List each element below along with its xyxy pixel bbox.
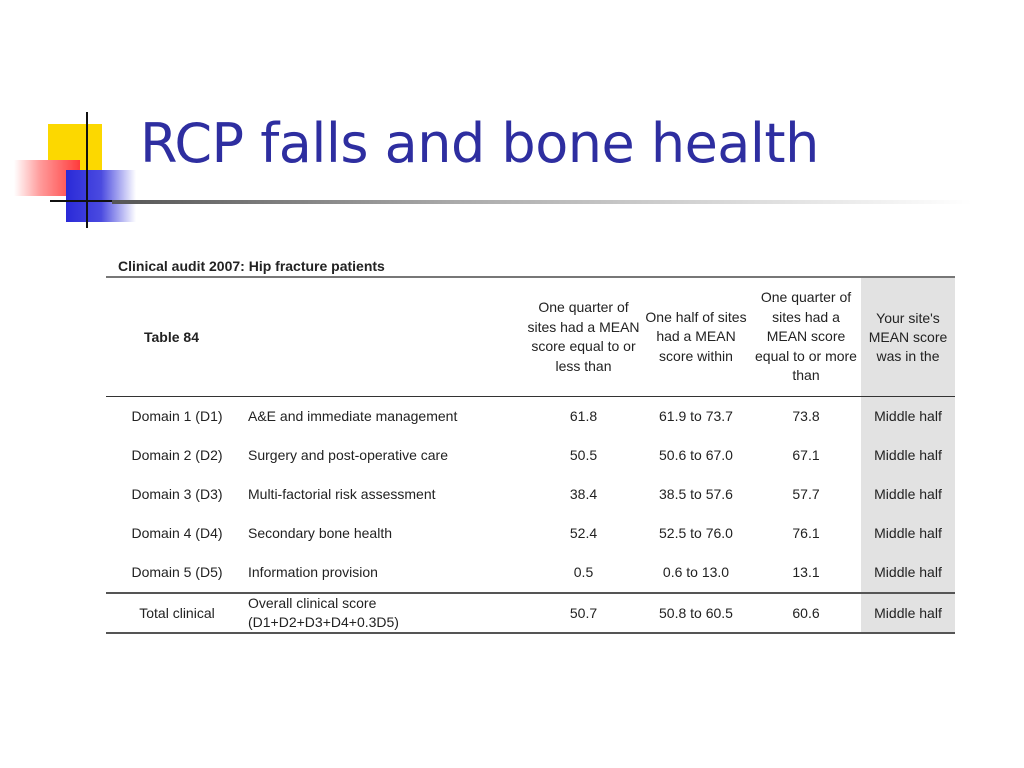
row-domain: Domain 2 (D2) — [131, 447, 223, 463]
row-site-result: Middle half — [861, 475, 955, 514]
decoration-blue-bar — [66, 170, 136, 222]
row-lower-quarter: 61.8 — [569, 408, 598, 424]
row-domain: Domain 1 (D1) — [131, 408, 223, 424]
row-middle-half: 0.6 to 13.0 — [662, 564, 730, 580]
audit-table — [106, 276, 955, 634]
table-row — [106, 514, 955, 553]
slide-title: RCP falls and bone health — [140, 112, 819, 175]
total-site-result: Middle half — [861, 593, 955, 633]
row-site-result: Middle half — [861, 397, 955, 437]
total-description — [248, 593, 526, 633]
row-site-result: Middle half — [861, 436, 955, 475]
row-upper-quarter: 67.1 — [792, 447, 820, 463]
row-lower-quarter: 52.4 — [569, 525, 598, 541]
total-upper-quarter: 60.6 — [751, 593, 861, 633]
table-header-row — [106, 277, 955, 397]
total-description-line1: Overall clinical score — [248, 595, 377, 611]
table-row — [106, 436, 955, 475]
row-site-result: Middle half — [861, 553, 955, 593]
decoration-vertical-line — [86, 112, 88, 228]
row-upper-quarter: 13.1 — [792, 564, 820, 580]
row-lower-quarter: 50.5 — [569, 447, 598, 463]
table-label: Table 84 — [106, 277, 526, 397]
row-description: Multi-factorial risk assessment — [248, 486, 436, 502]
header-upper-quarter: One quarter of sites had a MEAN score equal to or more than — [751, 277, 861, 397]
row-middle-half: 38.5 to 57.6 — [659, 486, 733, 502]
audit-table-block — [106, 256, 956, 634]
row-middle-half: 61.9 to 73.7 — [659, 408, 733, 424]
table-row — [106, 397, 955, 437]
row-description: Information provision — [248, 564, 378, 580]
table-row — [106, 475, 955, 514]
header-your-site: Your site's MEAN score was in the — [861, 277, 955, 397]
title-underline — [112, 200, 972, 204]
row-middle-half: 52.5 to 76.0 — [659, 525, 733, 541]
table-caption: Clinical audit 2007: Hip fracture patients — [118, 258, 385, 274]
total-description-line2: (D1+D2+D3+D4+0.3D5) — [248, 614, 399, 630]
table-row — [106, 553, 955, 593]
row-site-result: Middle half — [861, 514, 955, 553]
row-lower-quarter: 0.5 — [573, 564, 594, 580]
row-middle-half: 50.6 to 67.0 — [659, 447, 733, 463]
total-lower-quarter: 50.7 — [526, 593, 641, 633]
total-domain: Total clinical — [106, 593, 248, 633]
row-upper-quarter: 76.1 — [792, 525, 820, 541]
row-upper-quarter: 57.7 — [792, 486, 820, 502]
header-middle-half: One half of sites had a MEAN score within — [641, 277, 751, 397]
header-lower-quarter: One quarter of sites had a MEAN score equal to or less than — [526, 277, 641, 397]
row-domain: Domain 5 (D5) — [131, 564, 223, 580]
row-lower-quarter: 38.4 — [569, 486, 598, 502]
row-description: A&E and immediate management — [248, 408, 458, 424]
row-domain: Domain 3 (D3) — [131, 486, 223, 502]
row-description: Secondary bone health — [248, 525, 392, 541]
total-middle-half: 50.8 to 60.5 — [641, 593, 751, 633]
row-upper-quarter: 73.8 — [792, 408, 820, 424]
row-domain: Domain 4 (D4) — [131, 525, 223, 541]
row-description: Surgery and post-operative care — [248, 447, 448, 463]
table-total-row — [106, 593, 955, 633]
